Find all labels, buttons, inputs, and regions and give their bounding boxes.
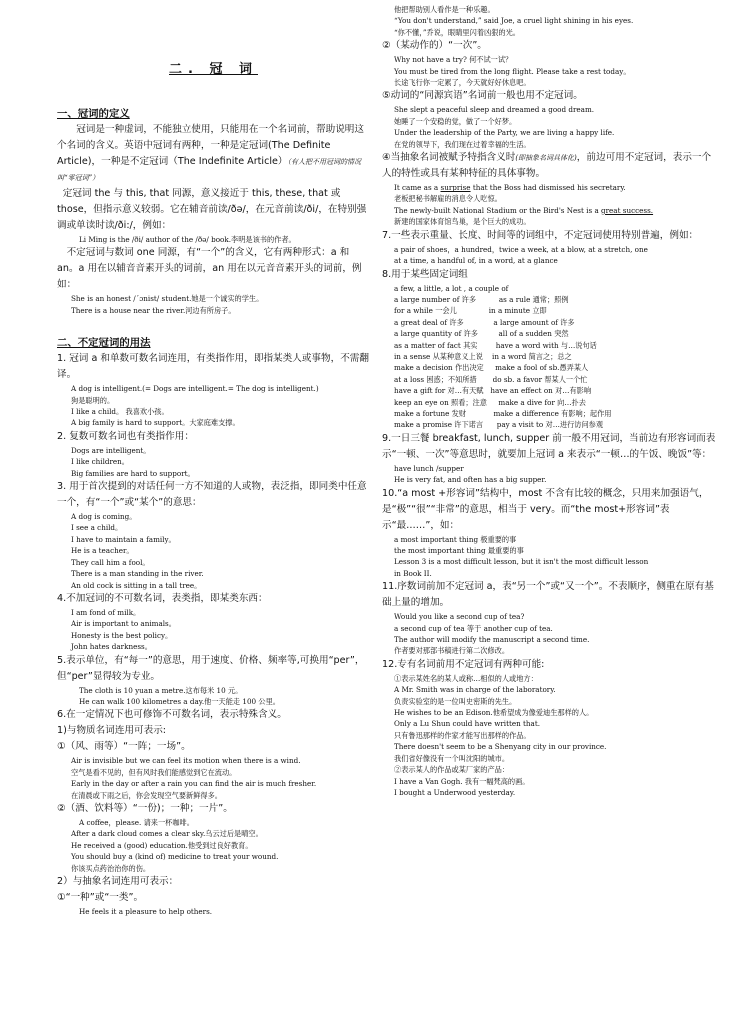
example-sentence: Early in the day or after a rain you can find the air is much fresher. [71,779,317,789]
example-sentence: There doesn't seem to be a Shenyang city in our province. [394,742,607,752]
example-sentence: They call him a fool。 [71,557,150,567]
example-sentence: “You don't understand,” said Joe, a cruel light shining in his eyes. [394,16,634,26]
phrase-row: make a promise 许下诺言 pay a visit to 对…进行访问参观 [394,420,604,430]
example-sentence: 老板把秘书解雇的消息令人吃惊。 [394,194,502,204]
paragraph: 1. 冠词 a 和单数可数名词连用，有类指作用，即指某类人或事物，不需翻译。 [57,353,369,381]
example-sentence: in Book II. [394,568,432,578]
example-sentence: He received a (good) education.他受到过良好教育。 [71,840,253,850]
example-sentence: There is a house near the river.河边有所房子。 [71,305,236,315]
example-sentence: It came as a surprise that the Boss had dismissed his secretary. [394,183,626,193]
phrase-row: as a matter of fact 其实 have a word with 与…说句话 [394,340,597,350]
paragraph: 10.“a most +形容词”结构中，most 不含有比较的概念，只用来加强语气，是“极”“很”“非常”的意思，相当于 very。而“the most+形容词”表示“最……”，如： [382,487,709,531]
paragraph: 9.一日三餐 breakfast, lunch, supper 前一般不用冠词，当前边有形容词而表示“一顿、一次”等意思时，就要加上冠词 a 来表示“一顿…的午饭、晚饭”等： [382,432,716,460]
example-sentence: ①表示某姓名的某人或称…相似的人或地方： [394,673,538,683]
paragraph: 7.一些表示重量、长度、时间等的词组中，不定冠词使用特别普遍，例如： [382,229,699,241]
example-sentence: I like a child。 我喜欢小孩。 [71,407,169,417]
example-sentence: He is a teacher。 [71,546,134,556]
example-sentence: A big family is hard to support。大家庭难支撑。 [71,418,240,428]
phrase-row: at a loss 困惑；不知所措 do sb. a favor 帮某人一个忙 [394,374,588,384]
paragraph: ①（风、雨等）“一阵；一场”。 [57,741,191,753]
paragraph: 3. 用于首次提到的对话任何一方不知道的人或物，表泛指，即同类中任意一个，有“一个”或“某个”的意思： [57,481,367,509]
paragraph: 11.序数词前加不定冠词 a，表“另一个”或“又一个”。不表顺序，侧重在原有基础上量的增加。 [382,581,714,609]
example-sentence: “你不懂，”乔说，眼睛里闪着凶狠的光。 [394,27,520,37]
example-sentence: A coffee，please. 请来一杯咖啡。 [79,817,194,827]
example-sentence: The author will modify the manuscript a second time. [394,635,590,645]
example-sentence: Why not have a try? 何不试一试？ [394,55,513,65]
example-sentence: Only a Lu Shun could have written that. [394,719,541,729]
section-heading-indefinite-usage: 二、不定冠词的用法 [57,337,151,350]
example-sentence: 她睡了一个安稳的觉，做了一个好梦。 [394,116,517,126]
example-sentence: He is very fat, and often has a big supper. [394,475,547,485]
phrase-row: make a fortune 发财 make a difference 有影响；起作用 [394,408,612,418]
example-sentence: She is an honest /ˊɔnist/ student.她是一个诚实的学生。 [71,294,264,304]
right-column [378,0,738,1010]
example-sentence: a most important thing 极重要的事 [394,534,517,544]
example-sentence: A dog is coming。 [71,512,137,522]
example-sentence: 你该买点药治治你的伤。 [71,863,151,873]
phrase-row: make a decision 作出决定 make a fool of sb.愚弄某人 [394,363,589,373]
phrase-row: a large quantity of 许多 all of a sudden 突然 [394,329,569,339]
paragraph: ④当抽象名词被赋予特指含义时(即抽象名词具体化)，前边可用不定冠词，表示一个人的特性或具有某种特征的具体事物。 [382,152,712,180]
example-sentence: The newly-built National Stadium or the Bird's Nest is a great success. [394,205,654,215]
example-sentence: I have to maintain a family。 [71,534,176,544]
phrase-row: a great deal of 许多 a large amount of 许多 [394,317,575,327]
section-heading-definition: 一、冠词的定义 [57,108,130,120]
example-sentence: After a dark cloud comes a clear sky.乌云过后是晴空。 [71,829,263,839]
example-sentence: You should buy a (kind of) medicine to treat your wound. [71,852,279,862]
example-sentence: have lunch /supper [394,463,464,473]
example-sentence: Air is important to animals。 [71,619,176,629]
example-sentence: I have a Van Gogh. 我有一幅梵高的画。 [394,776,530,786]
paragraph: 2）与抽象名词连用可表示： [57,876,179,887]
example-sentence: Big families are hard to support。 [71,468,195,478]
example-sentence: 新建的国家体育馆鸟巢，是个巨大的成功。 [394,217,531,227]
example-sentence: She slept a peaceful sleep and dreamed a good dream. [394,105,595,115]
example-sentence: 只有鲁迅那样的作家才能写出那样的作品。 [394,730,531,740]
example-sentence: a pair of shoes，a hundred，twice a week, at a blow, at a stretch, one [394,244,648,254]
example-sentence: Honesty is the best policy。 [71,630,173,640]
example-sentence: An old cock is sitting in a tall tree。 [71,580,202,590]
example-sentence: A Mr. Smith was in charge of the laboratory. [394,685,556,695]
paragraph: 6.在一定情况下也可修饰不可数名词，表示特殊含义。 [57,709,287,721]
example-sentence: the most important thing 最重要的事 [394,546,524,555]
example-sentence: The cloth is 10 yuan a metre.这布每米 10 元。 [79,685,243,695]
example-sentence: 我们省好像没有一个叫沈阳的城市。 [394,753,510,763]
example-sentence: 长途飞行你一定累了，今天就好好休息吧。 [394,78,531,88]
example-sentence: 空气是看不见的，但有风时我们能感觉到它在流动。 [71,767,237,777]
paragraph: 12.专有名词前用不定冠词有两种可能: [382,658,545,670]
example-sentence: Lesson 3 is a most difficult lesson, but it isn't the most difficult lesson [394,557,649,567]
phrase-row: keep an eye on 照看；注意 make a dive for 向…扑去 [394,397,586,407]
example-sentence: a second cup of tea 等于 another cup of tea. [394,623,553,633]
paragraph: ②（酒、饮料等）“一份)；一种；一片”。 [57,802,233,814]
example-sentence: Dogs are intelligent。 [71,445,151,455]
example-sentence: John hates darkness。 [71,642,152,652]
example-sentence: Under the leadership of the Party, we are living a happy life. [394,128,615,138]
example-sentence: at a time, a handful of, in a word, at a glance [394,256,558,266]
example-sentence: A dog is intelligent.(= Dogs are intelligent.= The dog is intelligent.) [71,384,319,394]
page-title: 二. 冠 词 [169,62,258,77]
phrase-row: for a while 一会儿 in a minute 立即 [394,306,547,316]
example-sentence: ②表示某人的作品或某厂家的产品： [394,765,510,775]
paragraph: 8.用于某些固定词组 [382,268,468,280]
example-sentence: There is a man standing in the river. [71,569,204,579]
paragraph: ②（某动作的）“一次”。 [382,40,487,52]
paragraph: ①“一种”或“一类”。 [57,892,144,903]
example-sentence: 作者要对那部书稿进行第二次修改。 [394,646,510,656]
phrase-row: a large number of 许多 as a rule 通常；照例 [394,294,569,304]
example-sentence: 在党的领导下，我们现在过着幸福的生活。 [394,139,531,149]
paragraph: 2. 复数可数名词也有类指作用： [57,430,194,442]
paragraph: 不定冠词与数词 one 同源，有“一个”的含义，它有两种形式：a 和 an。a 用在以辅音音素开头的词前，an 用在以元音音素开头的词前，例如： [57,247,362,291]
example-sentence: I bought a Underwood yesterday. [394,787,516,797]
example-sentence: He wishes to be an Edison.他希望成为像爱迪生那样的人。 [394,708,594,718]
phrase-row: a few, a little, a lot , a couple of [394,283,509,293]
example-sentence: 在清晨或下雨之后，你会发现空气要新鲜得多。 [71,790,222,800]
example-sentence: I see a child。 [71,523,123,533]
example-sentence: He can walk 100 kilometres a day.他一天能走 100 公里。 [79,696,280,706]
paragraph: 冠词是一种虚词，不能独立使用，只能用在一个名词前，帮助说明这个名词的含义。英语中冠词有两种，一种是定冠词(The Definite Article)，一种是不定冠词（The Indefinite Article）（有人把不用冠词的情况叫“零冠词”） [57,124,364,182]
example-sentence: He feels it a pleasure to help others. [79,907,213,916]
example-sentence: 负责实验室的是一位叫史密斯的先生。 [394,696,517,706]
example-sentence: 他把帮助别人看作是一种乐趣。 [394,5,495,14]
phrase-row: in a sense 从某种意义上说 in a word 简言之；总之 [394,351,572,361]
example-sentence: I like children。 [71,457,129,467]
paragraph: 4.不加冠词的不可数名词，表类指，即某类东西： [57,592,268,604]
example-sentence: Would you like a second cup of tea? [394,612,525,622]
example-sentence: 狗是聪明的。 [71,395,115,405]
paragraph: 1)与物质名词连用可表示: [57,725,167,737]
example-sentence: You must be tired from the long flight. Please take a rest today。 [394,66,631,76]
paragraph: 定冠词 the 与 this, that 同源，意义接近于 this, these, that 或 those，但指示意义较弱。它在辅音前读/ðə/，在元音前读/ði/，在特别强调或单读时读/ði:/，例如： [57,188,367,231]
example-sentence: Air is invisible but we can feel its motion when there is a wind. [71,756,301,766]
paragraph: 5.表示单位，有“每一”的意思，用于速度、价格、频率等,可换用“per”，但“per”显得较为专业。 [57,654,365,682]
phrase-row: have a gift for 对…有天赋 have an effect on 对…有影响 [394,386,592,396]
paragraph: ⑤动词的“同源宾语”名词前一般也用不定冠词。 [382,90,583,102]
example-sentence: Li Ming is the /ði/ author of the /ðə/ book.李明是该书的作者。 [79,235,296,244]
example-sentence: I am fond of milk。 [71,607,141,617]
